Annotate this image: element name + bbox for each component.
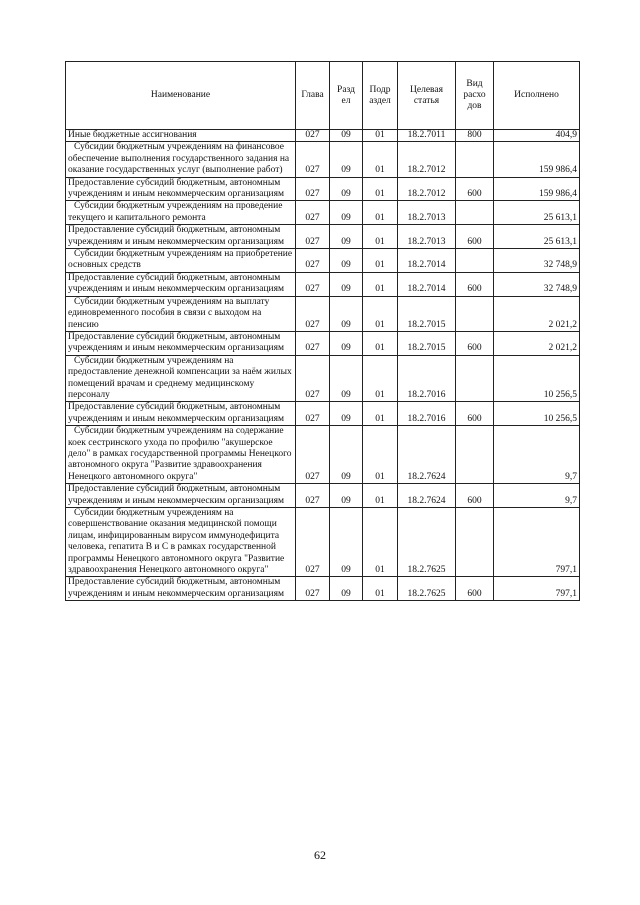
cell-razdel: 09 [330,249,363,273]
cell-glava: 027 [296,331,330,355]
table-row [66,508,580,577]
header-target-line1: Целевая [410,84,443,95]
cell-podrazdel: 01 [363,142,398,177]
cell-amount: 159 986,4 [494,177,580,201]
cell-glava: 027 [296,577,330,601]
header-vid-line3: дов [467,101,482,111]
cell-amount: 797,1 [494,577,580,601]
cell-razdel: 09 [330,142,363,177]
cell-target: 18.2.7016 [398,355,456,402]
cell-vid [456,296,494,331]
table-row [66,484,580,508]
cell-glava: 027 [296,484,330,508]
cell-target: 18.2.7625 [398,508,456,577]
cell-target: 18.2.7015 [398,296,456,331]
cell-razdel: 09 [330,177,363,201]
cell-podrazdel: 01 [363,402,398,426]
table-row [66,201,580,225]
cell-amount: 25 613,1 [494,201,580,225]
table-row [66,355,580,402]
header-target [398,62,456,130]
cell-target: 18.2.7014 [398,249,456,273]
cell-razdel: 09 [330,331,363,355]
table-body [66,130,580,601]
cell-podrazdel: 01 [363,201,398,225]
table-header-row [66,62,580,130]
cell-amount: 32 748,9 [494,249,580,273]
table-row [66,225,580,249]
cell-name: Предоставление субсидий бюджетным, автономным учреждениям и иным некоммерческим организациям [66,272,296,296]
header-podrazdel [363,62,398,130]
cell-name: Предоставление субсидий бюджетным, автономным учреждениям и иным некоммерческим организациям [66,402,296,426]
cell-vid: 600 [456,484,494,508]
cell-podrazdel: 01 [363,249,398,273]
cell-amount: 2 021,2 [494,296,580,331]
cell-target: 18.2.7014 [398,272,456,296]
table-row [66,296,580,331]
cell-glava: 027 [296,130,330,142]
cell-razdel: 09 [330,272,363,296]
header-podrazdel-line2: аздел [369,95,391,106]
cell-vid: 600 [456,402,494,426]
cell-glava: 027 [296,355,330,402]
cell-glava: 027 [296,296,330,331]
header-name: Наименование [66,62,296,130]
cell-target: 18.2.7015 [398,331,456,355]
header-target-line2: статья [413,95,440,106]
cell-target: 18.2.7011 [398,130,456,142]
cell-vid: 600 [456,177,494,201]
header-vid-line1: Вид [466,79,483,89]
header-vid [456,62,494,130]
header-vid-line2: расхо [463,90,486,100]
cell-vid [456,201,494,225]
cell-glava: 027 [296,272,330,296]
cell-amount: 797,1 [494,508,580,577]
cell-razdel: 09 [330,225,363,249]
cell-target: 18.2.7013 [398,201,456,225]
cell-target: 18.2.7625 [398,577,456,601]
cell-vid: 600 [456,272,494,296]
cell-amount: 10 256,5 [494,355,580,402]
cell-name: Субсидии бюджетным учреждениям на приобретение основных средств [66,249,296,273]
cell-target: 18.2.7012 [398,177,456,201]
header-razdel-line2: ел [341,95,351,106]
table-row [66,577,580,601]
table-row [66,142,580,177]
cell-podrazdel: 01 [363,355,398,402]
table-row [66,331,580,355]
cell-name: Субсидии бюджетным учреждениям на финансовое обеспечение выполнения государственного задания на оказание государственных услуг (выполнение работ) [66,142,296,177]
cell-razdel: 09 [330,201,363,225]
cell-amount: 9,7 [494,484,580,508]
cell-target: 18.2.7016 [398,402,456,426]
cell-vid [456,142,494,177]
cell-razdel: 09 [330,426,363,484]
cell-target: 18.2.7624 [398,484,456,508]
cell-razdel: 09 [330,296,363,331]
cell-glava: 027 [296,508,330,577]
cell-name: Субсидии бюджетным учреждениям на проведение текущего и капитального ремонта [66,201,296,225]
cell-vid: 600 [456,225,494,249]
cell-amount: 159 986,4 [494,142,580,177]
cell-amount: 32 748,9 [494,272,580,296]
cell-amount: 10 256,5 [494,402,580,426]
cell-podrazdel: 01 [363,484,398,508]
table-row [66,402,580,426]
header-podrazdel-line1: Подр [369,84,391,95]
cell-podrazdel: 01 [363,331,398,355]
cell-podrazdel: 01 [363,272,398,296]
cell-name: Иные бюджетные ассигнования [66,130,296,142]
table-row [66,272,580,296]
cell-name: Субсидии бюджетным учреждениям на совершенствование оказания медицинской помощи лицам, инфицированным вирусом иммунодефицита человека, гепатита В и С в рамках государственной программы Ненецкого автономного округа "Развитие здравоохранения Ненецкого автономного округа" [66,508,296,577]
table-row [66,426,580,484]
cell-podrazdel: 01 [363,508,398,577]
cell-podrazdel: 01 [363,296,398,331]
table-row [66,249,580,273]
cell-podrazdel: 01 [363,225,398,249]
cell-amount: 404,9 [494,130,580,142]
cell-name: Субсидии бюджетным учреждениям на содержание коек сестринского ухода по профилю "акушерское дело" в рамках государственной программы Ненецкого автономного округа "Развитие здравоохранения Ненецкого автономного округа" [66,426,296,484]
cell-target: 18.2.7624 [398,426,456,484]
header-glava: Глава [296,62,330,130]
cell-razdel: 09 [330,130,363,142]
header-razdel-line1: Разд [337,84,355,95]
cell-name: Предоставление субсидий бюджетным, автономным учреждениям и иным некоммерческим организациям [66,577,296,601]
cell-razdel: 09 [330,355,363,402]
cell-podrazdel: 01 [363,426,398,484]
page-number: 62 [314,848,326,862]
cell-vid: 800 [456,130,494,142]
cell-podrazdel: 01 [363,577,398,601]
cell-glava: 027 [296,426,330,484]
header-razdel [330,62,363,130]
cell-target: 18.2.7012 [398,142,456,177]
table-row [66,177,580,201]
table-row [66,130,580,142]
cell-name: Предоставление субсидий бюджетным, автономным учреждениям и иным некоммерческим организациям [66,177,296,201]
cell-name: Субсидии бюджетным учреждениям на предоставление денежной компенсации за наём жилых помещений врачам и среднему медицинскому персоналу [66,355,296,402]
budget-table [65,61,580,601]
cell-name: Субсидии бюджетным учреждениям на выплату единовременного пособия в связи с выходом на пенсию [66,296,296,331]
cell-name: Предоставление субсидий бюджетным, автономным учреждениям и иным некоммерческим организациям [66,225,296,249]
cell-vid [456,508,494,577]
cell-amount: 9,7 [494,426,580,484]
cell-glava: 027 [296,201,330,225]
cell-razdel: 09 [330,577,363,601]
header-executed: Исполнено [494,62,580,130]
cell-vid [456,249,494,273]
cell-podrazdel: 01 [363,130,398,142]
cell-razdel: 09 [330,508,363,577]
cell-glava: 027 [296,402,330,426]
cell-vid: 600 [456,331,494,355]
cell-vid: 600 [456,577,494,601]
cell-glava: 027 [296,225,330,249]
cell-glava: 027 [296,249,330,273]
cell-razdel: 09 [330,484,363,508]
cell-amount: 2 021,2 [494,331,580,355]
cell-podrazdel: 01 [363,177,398,201]
cell-vid [456,355,494,402]
cell-name: Предоставление субсидий бюджетным, автономным учреждениям и иным некоммерческим организациям [66,331,296,355]
cell-name: Предоставление субсидий бюджетным, автономным учреждениям и иным некоммерческим организациям [66,484,296,508]
cell-glava: 027 [296,177,330,201]
cell-target: 18.2.7013 [398,225,456,249]
cell-amount: 25 613,1 [494,225,580,249]
cell-vid [456,426,494,484]
cell-razdel: 09 [330,402,363,426]
cell-glava: 027 [296,142,330,177]
